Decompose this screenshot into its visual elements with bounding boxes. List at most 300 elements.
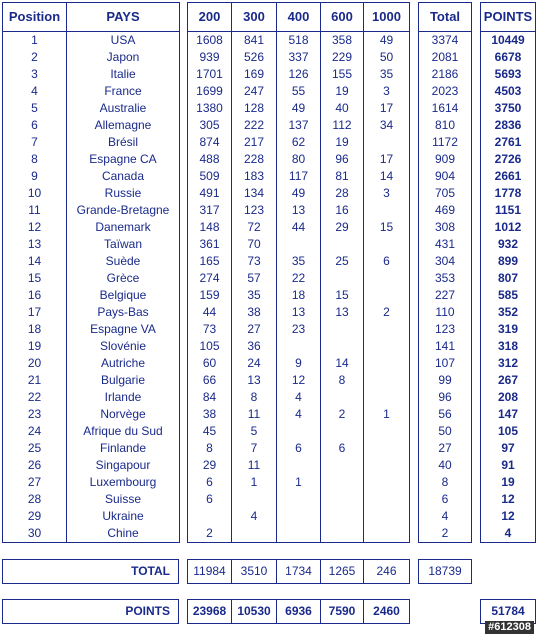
table-row: [481, 440, 536, 457]
table-row: [481, 202, 536, 219]
table-row: [481, 491, 536, 508]
table-row: [188, 83, 410, 100]
value-cell-1000: 3: [383, 84, 390, 98]
value-cell-300: 217: [232, 134, 277, 151]
table-row: [419, 66, 472, 83]
value-cell-1000: [364, 202, 410, 219]
value-cell-400: 13: [277, 202, 321, 219]
position-cell: 29: [3, 508, 67, 525]
position-cell: 17: [3, 304, 67, 321]
table-row: [188, 168, 410, 185]
value-cell-200: 45: [188, 423, 232, 440]
value-cell-400: 12: [277, 372, 321, 389]
table-row: [188, 66, 410, 83]
value-cell-400: 18: [277, 287, 321, 304]
value-cell-200: 305: [188, 117, 232, 134]
value-cell-1000: [364, 236, 410, 253]
table-row: [419, 474, 472, 491]
value-cell-1000: 17: [379, 101, 394, 115]
country-cell: Pays-Bas: [97, 305, 149, 319]
total-cell: 227: [434, 288, 456, 302]
value-cell-600: 40: [321, 100, 364, 117]
country-cell: Canada: [101, 169, 145, 183]
table-row: [188, 491, 410, 508]
value-cell-400: [277, 457, 321, 474]
table-row: [188, 525, 410, 543]
country-table: [2, 2, 180, 543]
total-header: Total: [419, 3, 472, 32]
points-cell: 5693: [494, 67, 522, 81]
table-row: [3, 406, 180, 423]
value-cell-200: 1699: [188, 83, 232, 100]
value-cell-300: 247: [232, 83, 277, 100]
table-row: [419, 117, 472, 134]
value-cell-400: [277, 236, 321, 253]
value-cell-400: 44: [277, 219, 321, 236]
points-cell: 807: [497, 271, 519, 285]
value-cell-1000: 1: [383, 407, 390, 421]
points-label: POINTS: [125, 604, 170, 618]
value-cell-400: 117: [277, 168, 321, 185]
country-header-row: [3, 3, 180, 32]
country-cell: Japon: [106, 50, 140, 64]
value-cell-400: [277, 525, 321, 543]
position-cell: 10: [3, 185, 67, 202]
total-table: [418, 2, 472, 543]
table-row: [481, 100, 536, 117]
country-cell: Bulgarie: [100, 373, 146, 387]
position-cell: 11: [3, 202, 67, 219]
position-cell: 6: [3, 117, 67, 134]
table-row: [188, 423, 410, 440]
table-row: [419, 151, 472, 168]
points-table: [480, 2, 536, 543]
table-row: [419, 168, 472, 185]
table-row: [419, 338, 472, 355]
country-cell: Grande-Bretagne: [76, 203, 170, 217]
value-cell-300: 72: [232, 219, 277, 236]
value-cell-300: 1: [232, 474, 277, 491]
value-cell-600: [321, 236, 364, 253]
value-cell-300: 841: [232, 32, 277, 50]
totals-grand-box: [418, 559, 472, 584]
value-cell-600: 29: [321, 219, 364, 236]
position-cell: 4: [3, 83, 67, 100]
totals-1000: 246: [376, 564, 397, 578]
value-cell-1000: 3: [383, 186, 390, 200]
value-cell-200: 1380: [188, 100, 232, 117]
position-header: Position: [3, 3, 67, 32]
value-cell-600: 19: [321, 134, 364, 151]
points-cell: 2761: [494, 135, 522, 149]
country-cell: France: [104, 84, 142, 98]
table-row: [188, 202, 410, 219]
value-cell-300: 35: [232, 287, 277, 304]
total-cell: 705: [434, 186, 456, 200]
table-row: [419, 134, 472, 151]
points-label-box: [2, 599, 179, 624]
value-cell-200: 317: [188, 202, 232, 219]
value-cell-200: 6: [188, 474, 232, 491]
table-row: [419, 100, 472, 117]
totals-label: TOTAL: [131, 564, 170, 578]
position-cell: 15: [3, 270, 67, 287]
value-cell-300: 123: [232, 202, 277, 219]
position-cell: 22: [3, 389, 67, 406]
country-cell: Chine: [107, 526, 139, 540]
table-row: [481, 372, 536, 389]
points-cell: 3750: [494, 101, 522, 115]
distance-header-row: [188, 3, 410, 32]
country-cell: Afrique du Sud: [83, 424, 163, 438]
value-cell-200: 44: [188, 304, 232, 321]
value-cell-200: 38: [188, 406, 232, 423]
value-cell-600: 112: [321, 117, 364, 134]
value-cell-1000: [364, 423, 410, 440]
value-cell-200: 939: [188, 49, 232, 66]
country-cell: Norvège: [100, 407, 146, 421]
table-row: [481, 304, 536, 321]
table-row: [3, 66, 180, 83]
table-row: [188, 151, 410, 168]
table-row: [481, 134, 536, 151]
value-cell-600: 6: [321, 440, 364, 457]
value-cell-1000: [364, 321, 410, 338]
position-cell: 20: [3, 355, 67, 372]
table-row: [419, 304, 472, 321]
table-row: [188, 406, 410, 423]
value-cell-1000: [364, 338, 410, 355]
total-table-body: [419, 3, 472, 543]
country-cell: Singapour: [95, 458, 151, 472]
country-cell: Brésil: [107, 135, 138, 149]
value-cell-1000: 17: [379, 152, 394, 166]
table-row: [3, 253, 180, 270]
table-row: [481, 83, 536, 100]
pays-header: PAYS: [67, 3, 180, 32]
value-cell-200: 8: [188, 440, 232, 457]
country-cell: Ukraine: [102, 509, 144, 523]
table-row: [481, 253, 536, 270]
total-cell: 4: [441, 509, 449, 523]
table-row: [481, 66, 536, 83]
total-cell: 304: [434, 254, 456, 268]
table-row: [419, 491, 472, 508]
table-row: [481, 287, 536, 304]
value-cell-200: 105: [188, 338, 232, 355]
points-values-box: [187, 599, 410, 624]
value-cell-600: 96: [321, 151, 364, 168]
value-cell-300: 4: [232, 508, 277, 525]
country-cell: Danemark: [95, 220, 151, 234]
table-row: [188, 508, 410, 525]
table-row: [3, 440, 180, 457]
value-cell-200: 488: [188, 151, 232, 168]
total-cell: 107: [434, 356, 456, 370]
value-cell-1000: 2: [383, 305, 390, 319]
value-cell-1000: [364, 389, 410, 406]
value-cell-200: 159: [188, 287, 232, 304]
table-row: [419, 372, 472, 389]
value-cell-300: 73: [232, 253, 277, 270]
table-row: [481, 32, 536, 50]
points-cell: 2836: [494, 118, 522, 132]
value-cell-400: 80: [277, 151, 321, 168]
value-cell-600: [321, 321, 364, 338]
value-cell-600: 14: [321, 355, 364, 372]
value-cell-400: 35: [277, 253, 321, 270]
totals-label-box: [2, 559, 179, 584]
totals-300: 3510: [232, 560, 277, 584]
points-cell: 267: [497, 373, 519, 387]
value-cell-200: 361: [188, 236, 232, 253]
table-row: [188, 287, 410, 304]
table-row: [3, 134, 180, 151]
position-cell: 1: [3, 32, 67, 50]
value-cell-300: 5: [232, 423, 277, 440]
table-row: [419, 423, 472, 440]
table-row: [481, 236, 536, 253]
position-cell: 9: [3, 168, 67, 185]
table-row: [481, 151, 536, 168]
value-cell-1000: [364, 457, 410, 474]
table-row: [3, 525, 180, 543]
total-cell: 99: [438, 373, 452, 387]
totals-values-box: [187, 559, 410, 584]
country-cell: Espagne VA: [90, 322, 156, 336]
points-cell: 12: [501, 492, 515, 506]
value-cell-400: 62: [277, 134, 321, 151]
table-row: [419, 270, 472, 287]
totals-grand-total: 18739: [428, 564, 462, 578]
table-row: [419, 32, 472, 50]
table-row: [481, 474, 536, 491]
table-row: [481, 270, 536, 287]
value-cell-600: [321, 525, 364, 543]
table-row: [419, 49, 472, 66]
value-cell-400: [277, 508, 321, 525]
value-cell-1000: 49: [379, 33, 394, 47]
table-row: [419, 219, 472, 236]
table-row: [3, 270, 180, 287]
country-cell: Taïwan: [103, 237, 143, 251]
table-row: [3, 151, 180, 168]
points-table-body: [481, 3, 536, 543]
table-row: [419, 236, 472, 253]
value-cell-600: [321, 491, 364, 508]
table-row: [419, 355, 472, 372]
points-300: 10530: [232, 600, 277, 624]
points-cell: 4: [504, 526, 512, 540]
table-row: [188, 219, 410, 236]
country-cell: Espagne CA: [89, 152, 157, 166]
country-table-body: [3, 3, 180, 543]
value-cell-1000: [364, 508, 410, 525]
value-cell-300: [232, 491, 277, 508]
points-cell: 12: [501, 509, 515, 523]
table-row: [419, 457, 472, 474]
value-cell-600: 8: [321, 372, 364, 389]
value-cell-400: 4: [277, 406, 321, 423]
value-cell-600: [321, 270, 364, 287]
table-row: [3, 168, 180, 185]
value-cell-1000: 14: [379, 169, 394, 183]
value-cell-200: 274: [188, 270, 232, 287]
value-cell-600: 19: [321, 83, 364, 100]
value-cell-200: 165: [188, 253, 232, 270]
table-row: [188, 117, 410, 134]
value-cell-600: [321, 423, 364, 440]
points-header-row: [481, 3, 536, 32]
position-cell: 2: [3, 49, 67, 66]
value-cell-400: 22: [277, 270, 321, 287]
points-cell: 899: [497, 254, 519, 268]
table-row: [188, 100, 410, 117]
points-grand-total: 51784: [491, 604, 525, 618]
value-cell-300: 7: [232, 440, 277, 457]
points-cell: 2726: [494, 152, 522, 166]
value-cell-600: 13: [321, 304, 364, 321]
table-row: [419, 253, 472, 270]
position-cell: 16: [3, 287, 67, 304]
value-cell-300: 134: [232, 185, 277, 202]
total-cell: 904: [434, 169, 456, 183]
table-row: [188, 372, 410, 389]
table-row: [481, 389, 536, 406]
points-cell: 208: [497, 390, 519, 404]
points-600: 7590: [321, 600, 364, 624]
table-row: [3, 49, 180, 66]
table-row: [419, 389, 472, 406]
value-cell-200: 84: [188, 389, 232, 406]
col-header-300: 300: [232, 3, 277, 32]
table-row: [188, 304, 410, 321]
value-cell-300: 128: [232, 100, 277, 117]
value-cell-300: 13: [232, 372, 277, 389]
country-cell: Russie: [104, 186, 142, 200]
table-row: [3, 389, 180, 406]
table-row: [3, 202, 180, 219]
value-cell-1000: [364, 134, 410, 151]
table-row: [481, 168, 536, 185]
value-cell-200: 29: [188, 457, 232, 474]
total-cell: 431: [434, 237, 456, 251]
position-cell: 3: [3, 66, 67, 83]
value-cell-600: 16: [321, 202, 364, 219]
points-400: 6936: [277, 600, 321, 624]
table-row: [188, 253, 410, 270]
table-row: [3, 236, 180, 253]
value-cell-300: 38: [232, 304, 277, 321]
table-row: [3, 287, 180, 304]
table-row: [419, 83, 472, 100]
table-row: [481, 457, 536, 474]
value-cell-200: 1701: [188, 66, 232, 83]
table-row: [188, 270, 410, 287]
col-header-600: 600: [321, 3, 364, 32]
value-cell-300: 70: [232, 236, 277, 253]
value-cell-600: [321, 389, 364, 406]
value-cell-200: 6: [188, 491, 232, 508]
value-cell-400: 126: [277, 66, 321, 83]
points-1000: 2460: [373, 604, 400, 618]
value-cell-200: 491: [188, 185, 232, 202]
value-cell-300: 27: [232, 321, 277, 338]
table-row: [419, 185, 472, 202]
watermark: #612308: [485, 621, 534, 634]
points-cell: 1012: [494, 220, 522, 234]
position-cell: 8: [3, 151, 67, 168]
value-cell-400: 13: [277, 304, 321, 321]
value-cell-200: [188, 508, 232, 525]
position-cell: 12: [3, 219, 67, 236]
table-row: [481, 423, 536, 440]
country-cell: Suède: [105, 254, 141, 268]
value-cell-600: 2: [321, 406, 364, 423]
value-cell-600: [321, 338, 364, 355]
position-cell: 30: [3, 525, 67, 543]
total-header-row: [419, 3, 472, 32]
country-cell: Australie: [99, 101, 147, 115]
value-cell-200: 66: [188, 372, 232, 389]
total-cell: 353: [434, 271, 456, 285]
table-row: [419, 440, 472, 457]
value-cell-400: 9: [277, 355, 321, 372]
table-row: [188, 440, 410, 457]
country-cell: Suisse: [104, 492, 142, 506]
total-cell: 810: [434, 118, 456, 132]
table-row: [3, 117, 180, 134]
table-row: [3, 304, 180, 321]
value-cell-1000: 34: [379, 118, 394, 132]
col-header-200: 200: [188, 3, 232, 32]
value-cell-1000: [364, 287, 410, 304]
country-cell: Italie: [110, 67, 136, 81]
table-row: [419, 525, 472, 543]
value-cell-300: 526: [232, 49, 277, 66]
table-row: [3, 338, 180, 355]
col-header-1000: 1000: [364, 3, 410, 32]
position-cell: 7: [3, 134, 67, 151]
total-cell: 56: [438, 407, 452, 421]
table-row: [188, 474, 410, 491]
country-cell: Grèce: [106, 271, 140, 285]
value-cell-200: 148: [188, 219, 232, 236]
points-cell: 318: [497, 339, 519, 353]
total-cell: 469: [434, 203, 456, 217]
value-cell-600: 15: [321, 287, 364, 304]
position-cell: 26: [3, 457, 67, 474]
table-row: [481, 406, 536, 423]
table-row: [481, 338, 536, 355]
value-cell-200: 60: [188, 355, 232, 372]
total-cell: 1614: [431, 101, 459, 115]
table-row: [3, 355, 180, 372]
value-cell-1000: [364, 372, 410, 389]
table-row: [3, 100, 180, 117]
table-row: [3, 219, 180, 236]
table-row: [3, 474, 180, 491]
value-cell-600: 229: [321, 49, 364, 66]
value-cell-600: 81: [321, 168, 364, 185]
col-header-400: 400: [277, 3, 321, 32]
totals-600: 1265: [321, 560, 364, 584]
value-cell-300: 169: [232, 66, 277, 83]
value-cell-300: 11: [232, 406, 277, 423]
table-row: [3, 32, 180, 50]
value-cell-600: 358: [321, 32, 364, 50]
country-cell: Slovénie: [99, 339, 147, 353]
